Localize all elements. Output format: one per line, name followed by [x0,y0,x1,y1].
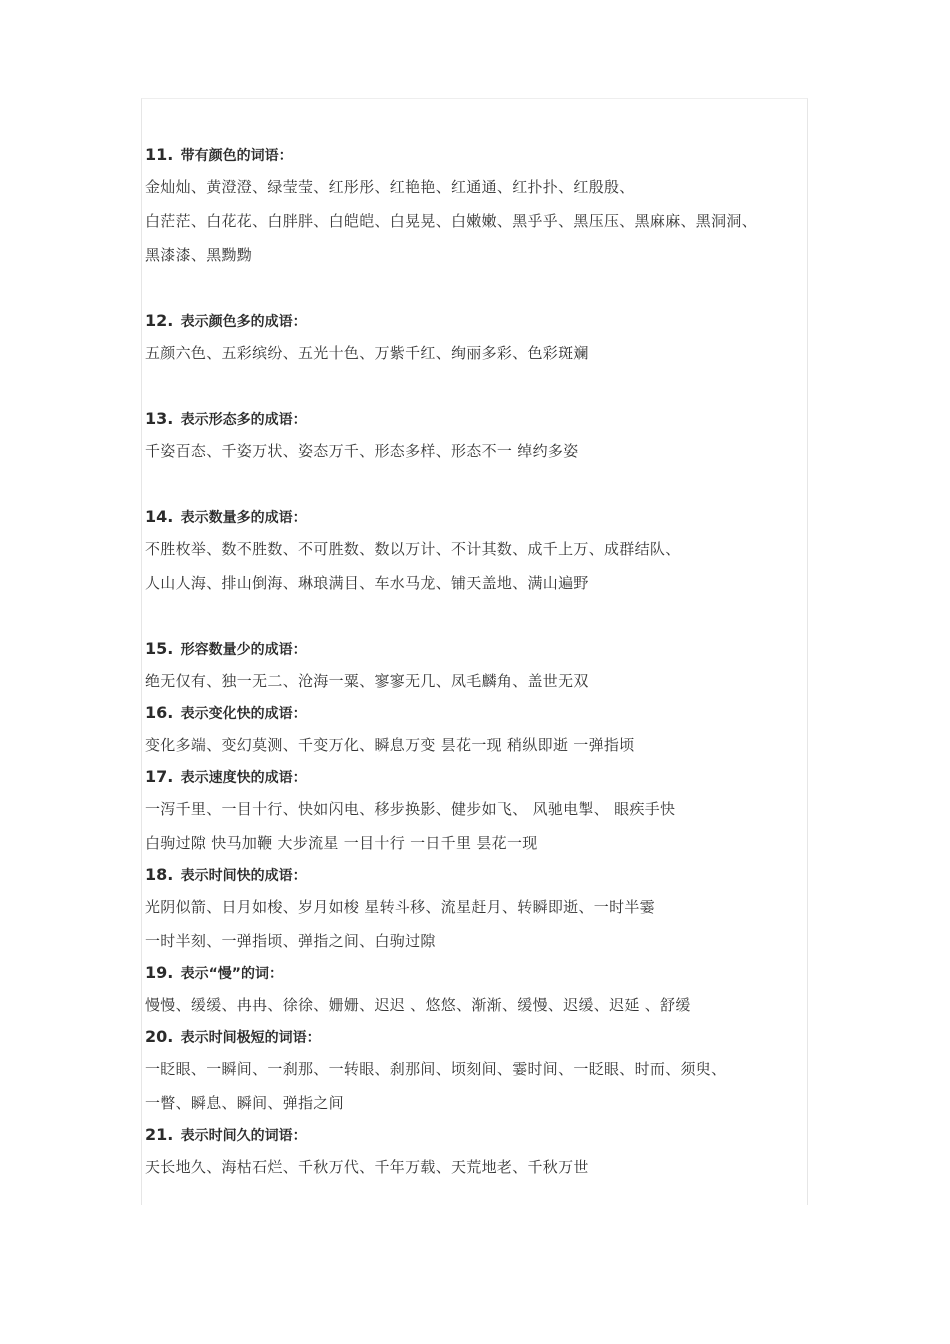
section-heading [145,958,835,988]
section-number: 13. [145,409,174,428]
text-line: 一泻千里、一目十行、快如闪电、移步换影、健步如飞、 风驰电掣、 眼疾手快 [145,800,676,818]
section-title: 表示形态多的成语： [180,412,307,428]
section-heading [145,634,835,664]
section-13 [145,404,835,468]
section-heading [145,140,835,170]
text-line: 一瞥、瞬息、瞬间、弹指之间 [145,1094,344,1112]
section-number: 18. [145,865,174,884]
text-line: 白驹过隙 快马加鞭 大步流星 一目十行 一日千里 昙花一现 [145,834,538,852]
spacer [145,272,835,306]
text-line: 不胜枚举、数不胜数、不可胜数、数以万计、不计其数、成千上万、成群结队、 [145,540,681,558]
spacer [145,370,835,404]
section-title: 表示速度快的成语： [180,770,307,786]
text-line: 慢慢、缓缓、冉冉、徐徐、姗姗、迟迟 、悠悠、渐渐、缓慢、迟缓、迟延 、舒缓 [145,996,691,1014]
section-title: 形容数量少的成语： [180,642,307,658]
section-title: 表示时间极短的词语： [180,1030,321,1046]
document-content [145,140,835,1184]
text-line: 天长地久、海枯石烂、千秋万代、千年万载、天荒地老、千秋万世 [145,1158,589,1176]
section-18 [145,860,835,958]
section-heading [145,502,835,532]
section-title: 表示颜色多的成语： [180,314,307,330]
text-line: 五颜六色、五彩缤纷、五光十色、万紫千红、绚丽多彩、色彩斑斓 [145,344,589,362]
section-title: 表示时间快的成语： [180,868,307,884]
text-line: 千姿百态、千姿万状、姿态万千、形态多样、形态不一 绰约多姿 [145,442,579,460]
text-line: 金灿灿、黄澄澄、绿莹莹、红彤彤、红艳艳、红通通、红扑扑、红殷殷、 [145,178,635,196]
section-12 [145,306,835,370]
section-number: 21. [145,1125,174,1144]
section-21 [145,1120,835,1184]
section-16 [145,698,835,762]
section-17 [145,762,835,860]
section-number: 20. [145,1027,174,1046]
section-number: 11. [145,145,174,164]
section-number: 15. [145,639,174,658]
section-heading [145,306,835,336]
section-heading [145,860,835,890]
section-11 [145,140,835,272]
section-heading [145,762,835,792]
text-line: 一时半刻、一弹指顷、弹指之间、白驹过隙 [145,932,436,950]
section-19 [145,958,835,1022]
section-title: 表示数量多的成语： [180,510,307,526]
text-line: 人山人海、排山倒海、琳琅满目、车水马龙、铺天盖地、满山遍野 [145,574,589,592]
text-line: 黑漆漆、黑黝黝 [145,246,253,264]
text-line: 绝无仅有、独一无二、沧海一粟、寥寥无几、凤毛麟角、盖世无双 [145,672,589,690]
text-line: 一眨眼、一瞬间、一刹那、一转眼、刹那间、顷刻间、霎时间、一眨眼、时而、须臾、 [145,1060,727,1078]
spacer [145,468,835,502]
section-title: 表示时间久的词语： [180,1128,307,1144]
section-number: 17. [145,767,174,786]
spacer [145,600,835,634]
text-line: 光阴似箭、日月如梭、岁月如梭 星转斗移、流星赶月、转瞬即逝、一时半霎 [145,898,655,916]
section-heading [145,404,835,434]
section-15 [145,634,835,698]
section-number: 16. [145,703,174,722]
section-title: 表示“慢”的词： [180,966,283,982]
section-14 [145,502,835,600]
section-heading [145,1120,835,1150]
section-title: 带有颜色的词语： [180,148,293,164]
section-20 [145,1022,835,1120]
section-heading [145,1022,835,1052]
section-number: 12. [145,311,174,330]
section-number: 14. [145,507,174,526]
text-line: 白茫茫、白花花、白胖胖、白皑皑、白晃晃、白嫩嫩、黑乎乎、黑压压、黑麻麻、黑洞洞、 [145,212,758,230]
section-number: 19. [145,963,174,982]
section-title: 表示变化快的成语： [180,706,307,722]
text-line: 变化多端、变幻莫测、千变万化、瞬息万变 昙花一现 稍纵即逝 一弹指顷 [145,736,635,754]
section-heading [145,698,835,728]
